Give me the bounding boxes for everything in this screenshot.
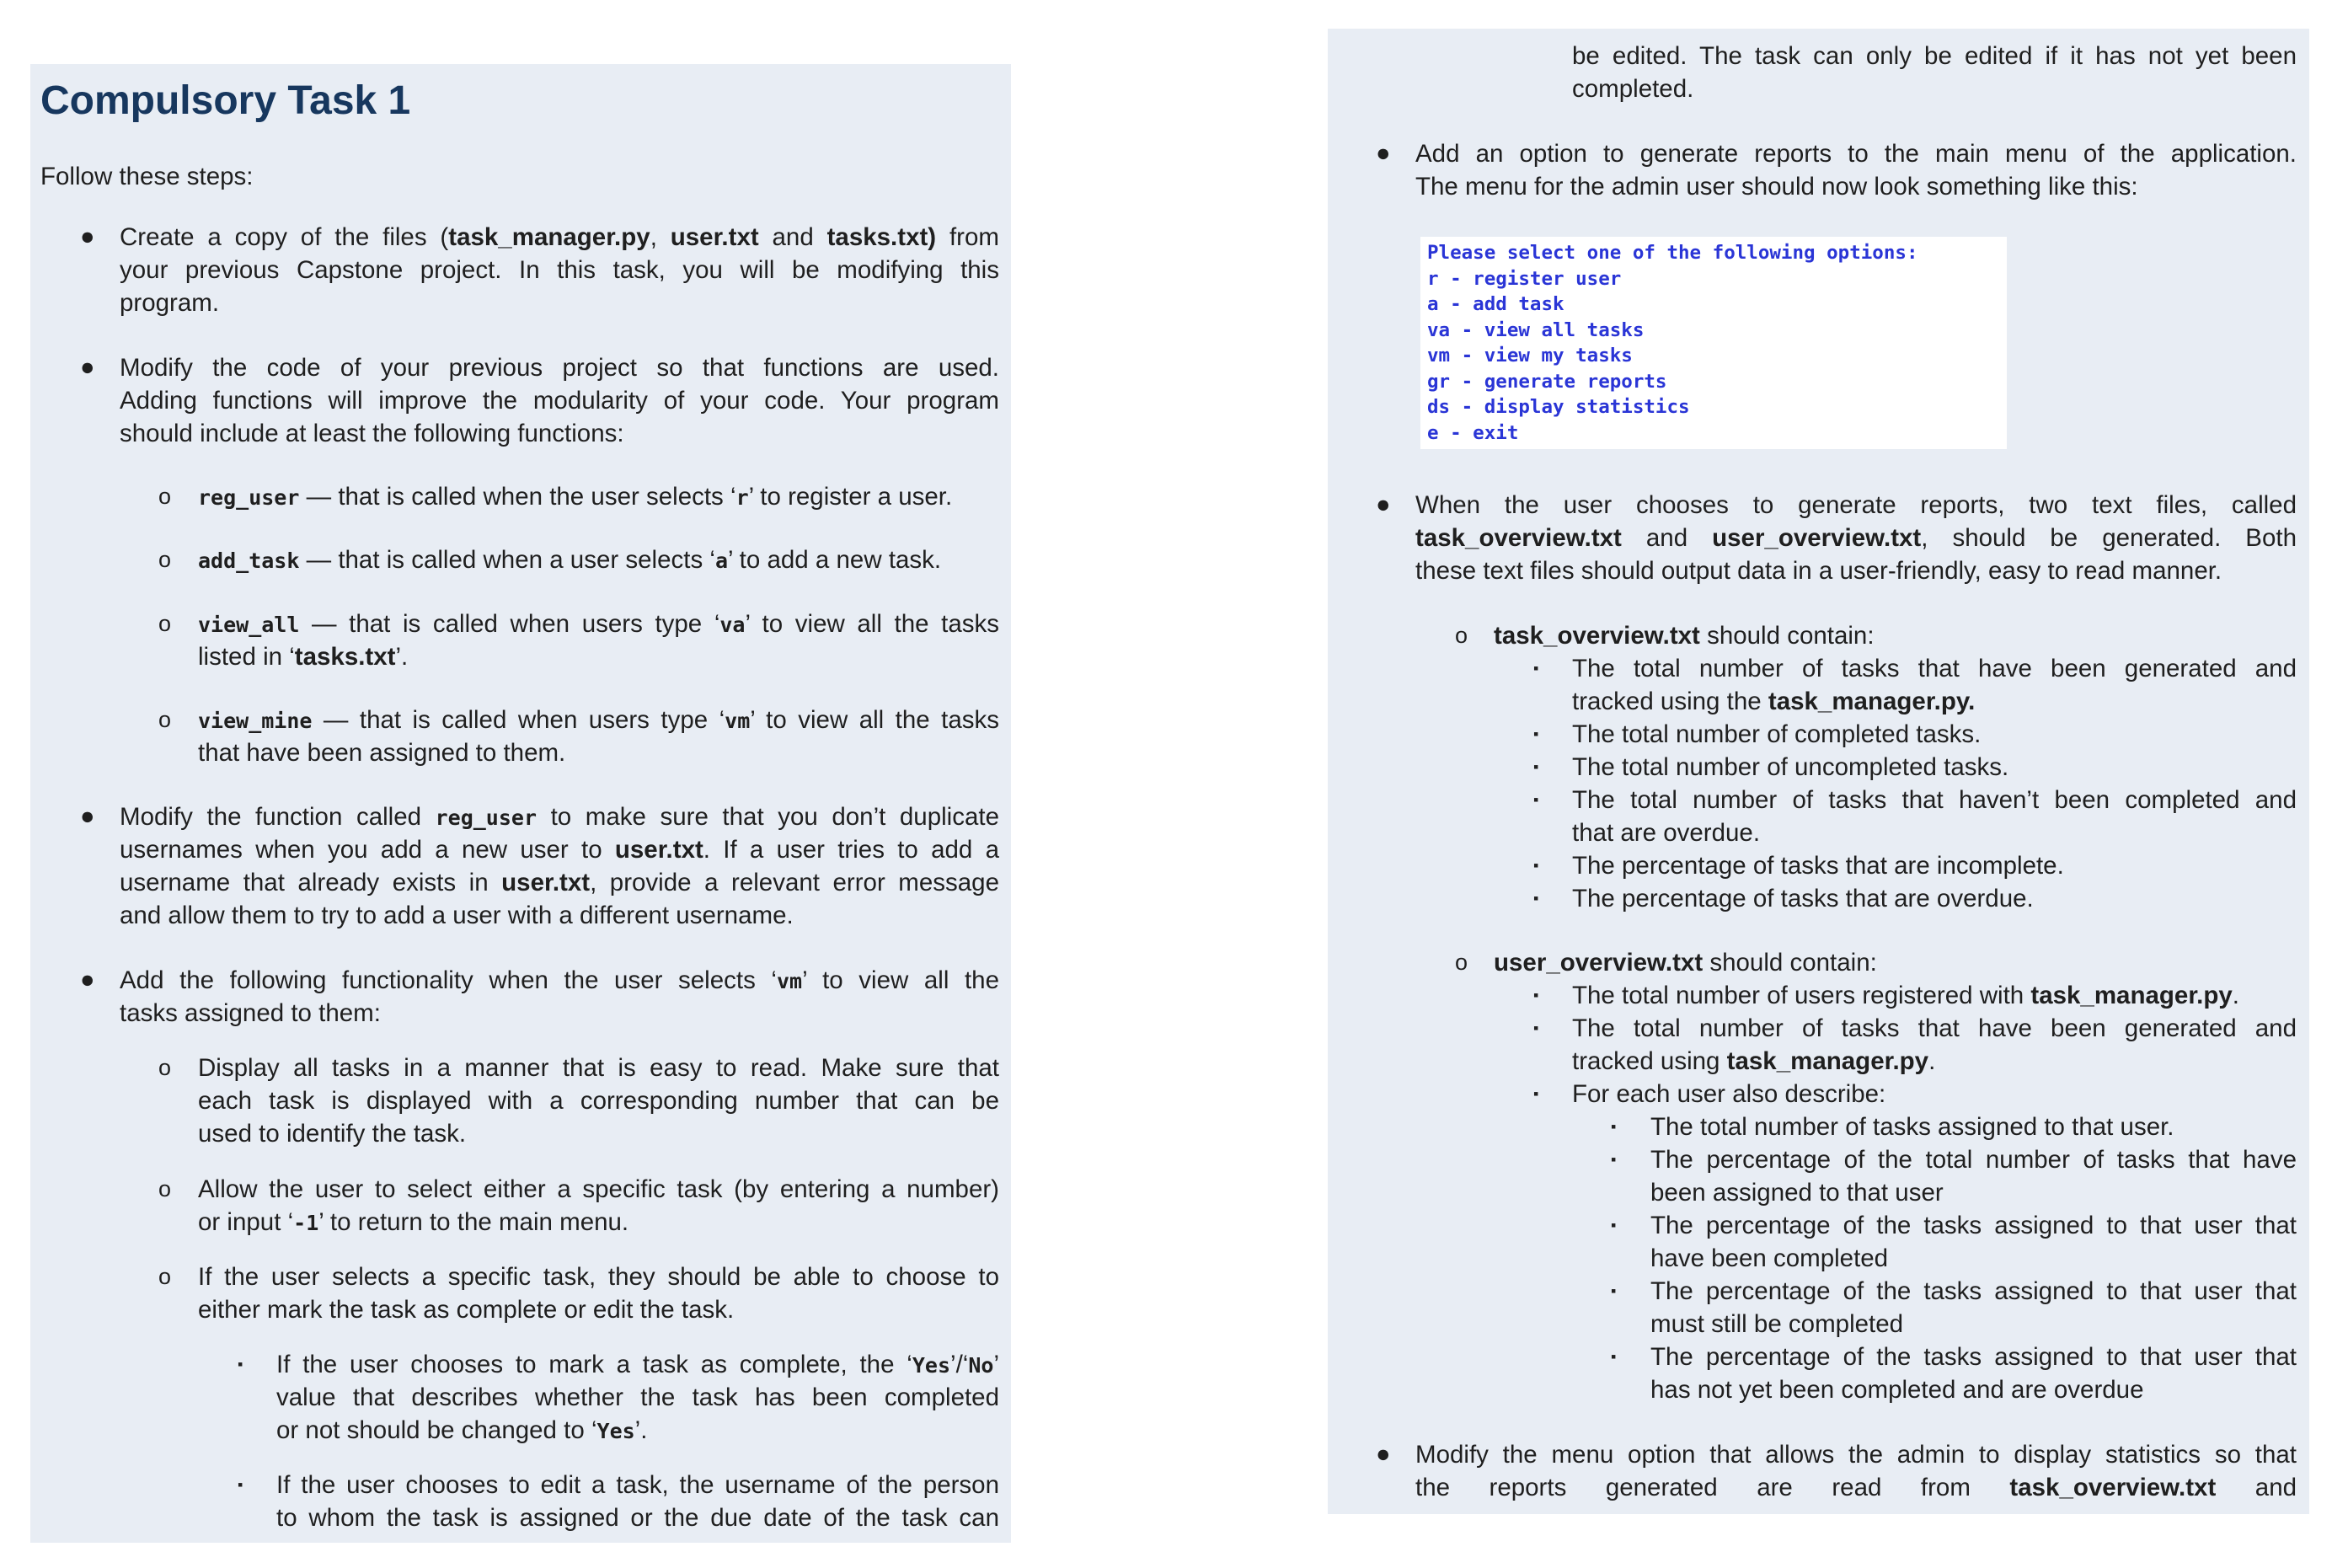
step-generate-files-line3: these text files should output data in a user-friendly, easy to read manner. (1415, 557, 2222, 585)
step-vm-functionality-line2: tasks assigned to them: (120, 999, 381, 1027)
bullet-icon: ● (1376, 1441, 1391, 1468)
user-overview-total-tasks-line1: The total number of tasks that have been generated and (1572, 1014, 2297, 1042)
menu-line-register: r - register user (1427, 267, 1622, 290)
square-bullet-icon: ▪ (238, 1476, 243, 1493)
square-bullet-icon: ▪ (1533, 1019, 1539, 1036)
circle-bullet-icon: o (158, 1176, 172, 1201)
step-copy-files-line2: your previous Capstone project. In this task, you will be modifying this (120, 256, 999, 284)
per-user-pct-assigned-line2: been assigned to that user (1650, 1179, 1944, 1207)
sub-mark-or-edit-line2: either mark the task as complete or edit the task. (198, 1296, 735, 1324)
task-overview-overdue-line2: that are overdue. (1572, 819, 1761, 847)
sub-mark-or-edit-line1: If the user selects a specific task, they should be able to choose to (198, 1263, 999, 1291)
step-duplicate-users-line3: username that already exists in user.txt, provide a relevant error message (120, 869, 999, 896)
circle-bullet-icon: o (158, 1264, 172, 1289)
bullet-icon: ● (80, 354, 95, 381)
menu-line-view-all: va - view all tasks (1427, 318, 1645, 341)
task-overview-total-line1: The total number of tasks that have been generated and (1572, 655, 2297, 682)
square-bullet-icon: ▪ (1533, 758, 1539, 775)
function-view-mine-line1: view_mine — that is called when users type ‘vm’ to view all the tasks (198, 706, 999, 734)
user-overview-heading: user_overview.txt should contain: (1494, 949, 1877, 977)
bullet-icon: ● (1376, 491, 1391, 518)
square-bullet-icon: ▪ (238, 1356, 243, 1373)
circle-bullet-icon: o (1455, 950, 1468, 975)
menu-line-view-mine: vm - view my tasks (1427, 345, 1633, 367)
per-user-pct-remaining-line2: must still be completed (1650, 1310, 1904, 1338)
mark-complete-line2: value that describes whether the task has been completed (276, 1383, 999, 1411)
page-title: Compulsory Task 1 (40, 78, 411, 123)
menu-line-exit: e - exit (1427, 421, 1519, 444)
square-bullet-icon: ▪ (1533, 1085, 1539, 1102)
task-overview-overdue-line1: The total number of tasks that haven’t been completed and (1572, 786, 2297, 814)
per-user-pct-completed-line1: The percentage of the tasks assigned to that user that (1650, 1212, 2297, 1239)
bullet-icon: ● (80, 223, 95, 250)
per-user-pct-assigned-line1: The percentage of the total number of tasks that have (1650, 1146, 2297, 1174)
sub-select-task-line1: Allow the user to select either a specific task (by entering a number) (198, 1175, 999, 1203)
per-user-pct-overdue-line2: has not yet been completed and are overdue (1650, 1376, 2144, 1404)
step-copy-files-line1: Create a copy of the files (task_manager.py, user.txt and tasks.txt) from (120, 223, 999, 251)
function-reg-user: reg_user — that is called when the user selects ‘r’ to register a user. (198, 483, 953, 511)
function-add-task: add_task — that is called when a user selects ‘a’ to add a new task. (198, 546, 942, 574)
step-functions-line1: Modify the code of your previous project so that functions are used. (120, 354, 999, 382)
user-overview-total-users: The total number of users registered with task_manager.py. (1572, 982, 2239, 1009)
step-reports-option-line2: The menu for the admin user should now look something like this: (1415, 173, 2138, 201)
step-copy-files-line3: program. (120, 289, 220, 317)
square-bullet-icon: ▪ (1611, 1348, 1617, 1365)
mark-complete-line3: or not should be changed to ‘Yes’. (276, 1416, 648, 1444)
task-overview-heading: task_overview.txt should contain: (1494, 622, 1875, 650)
circle-bullet-icon: o (158, 1055, 172, 1080)
step-vm-functionality-line1: Add the following functionality when the user selects ‘vm’ to view all the (120, 966, 999, 994)
menu-line-add-task: a - add task (1427, 293, 1564, 315)
step-duplicate-users-line4: and allow them to try to add a user with a different username. (120, 902, 794, 929)
step-duplicate-users-line1: Modify the function called reg_user to make sure that you don’t duplicate (120, 803, 999, 831)
task-overview-pct-incomplete: The percentage of tasks that are incomplete. (1572, 852, 2064, 880)
sub-select-task-line2: or input ‘-1’ to return to the main menu. (198, 1208, 629, 1236)
task-overview-pct-overdue: The percentage of tasks that are overdue. (1572, 885, 2034, 912)
task-overview-completed: The total number of completed tasks. (1572, 720, 1982, 748)
step-generate-files-line1: When the user chooses to generate reports, two text files, called (1415, 491, 2297, 519)
step-functions-line3: should include at least the following functions: (120, 420, 624, 447)
bullet-icon: ● (80, 803, 95, 830)
square-bullet-icon: ▪ (1533, 890, 1539, 907)
function-view-mine-line2: that have been assigned to them. (198, 739, 566, 767)
function-view-all-line2: listed in ‘tasks.txt’. (198, 643, 409, 671)
circle-bullet-icon: o (158, 547, 172, 572)
bullet-icon: ● (1376, 140, 1391, 167)
step-display-stats-line1: Modify the menu option that allows the admin to display statistics so that (1415, 1441, 2297, 1469)
square-bullet-icon: ▪ (1533, 725, 1539, 742)
step-generate-files-line2: task_overview.txt and user_overview.txt, should be generated. Both (1415, 524, 2297, 552)
user-overview-per-user: For each user also describe: (1572, 1080, 1886, 1108)
square-bullet-icon: ▪ (1533, 987, 1539, 1003)
circle-bullet-icon: o (1455, 623, 1468, 648)
edit-task-continued-line1: be edited. The task can only be edited if it has not yet been (1572, 42, 2297, 70)
circle-bullet-icon: o (158, 484, 172, 509)
sub-display-tasks-line2: each task is displayed with a corresponding number that can be (198, 1087, 999, 1115)
square-bullet-icon: ▪ (1611, 1217, 1617, 1234)
admin-menu-code-block (1420, 237, 2007, 449)
square-bullet-icon: ▪ (1611, 1151, 1617, 1168)
task-overview-uncompleted: The total number of uncompleted tasks. (1572, 753, 2009, 781)
edit-task-line1: If the user chooses to edit a task, the username of the person (276, 1471, 999, 1499)
square-bullet-icon: ▪ (1533, 791, 1539, 808)
task-overview-total-line2: tracked using the task_manager.py. (1572, 688, 1976, 715)
square-bullet-icon: ▪ (1533, 857, 1539, 874)
step-duplicate-users-line2: usernames when you add a new user to user.txt. If a user tries to add a (120, 836, 999, 864)
edit-task-continued-line2: completed. (1572, 75, 1694, 103)
square-bullet-icon: ▪ (1533, 660, 1539, 677)
menu-line-generate-reports: gr - generate reports (1427, 370, 1667, 393)
step-reports-option-line1: Add an option to generate reports to the main menu of the application. (1415, 140, 2297, 168)
user-overview-total-tasks-line2: tracked using task_manager.py. (1572, 1047, 1936, 1075)
per-user-total: The total number of tasks assigned to that user. (1650, 1113, 2174, 1141)
step-display-stats-line2: the reports generated are read from task_overview.txt and (1415, 1474, 2297, 1501)
per-user-pct-completed-line2: have been completed (1650, 1244, 1889, 1272)
circle-bullet-icon: o (158, 707, 172, 732)
per-user-pct-remaining-line1: The percentage of the tasks assigned to that user that (1650, 1277, 2297, 1305)
menu-line-prompt: Please select one of the following options: (1427, 242, 1918, 264)
per-user-pct-overdue-line1: The percentage of the tasks assigned to that user that (1650, 1343, 2297, 1371)
sub-display-tasks-line3: used to identify the task. (198, 1120, 467, 1148)
edit-task-line2: to whom the task is assigned or the due date of the task can (276, 1504, 999, 1532)
mark-complete-line1: If the user chooses to mark a task as complete, the ‘Yes’/‘No’ (276, 1351, 999, 1378)
circle-bullet-icon: o (158, 611, 172, 636)
sub-display-tasks-line1: Display all tasks in a manner that is easy to read. Make sure that (198, 1054, 999, 1082)
function-view-all-line1: view_all — that is called when users type ‘va’ to view all the tasks (198, 610, 999, 638)
square-bullet-icon: ▪ (1611, 1118, 1617, 1135)
square-bullet-icon: ▪ (1611, 1282, 1617, 1299)
menu-line-display-stats: ds - display statistics (1427, 396, 1690, 418)
intro-text: Follow these steps: (40, 163, 254, 190)
bullet-icon: ● (80, 966, 95, 993)
step-functions-line2: Adding functions will improve the modularity of your code. Your program (120, 387, 999, 415)
